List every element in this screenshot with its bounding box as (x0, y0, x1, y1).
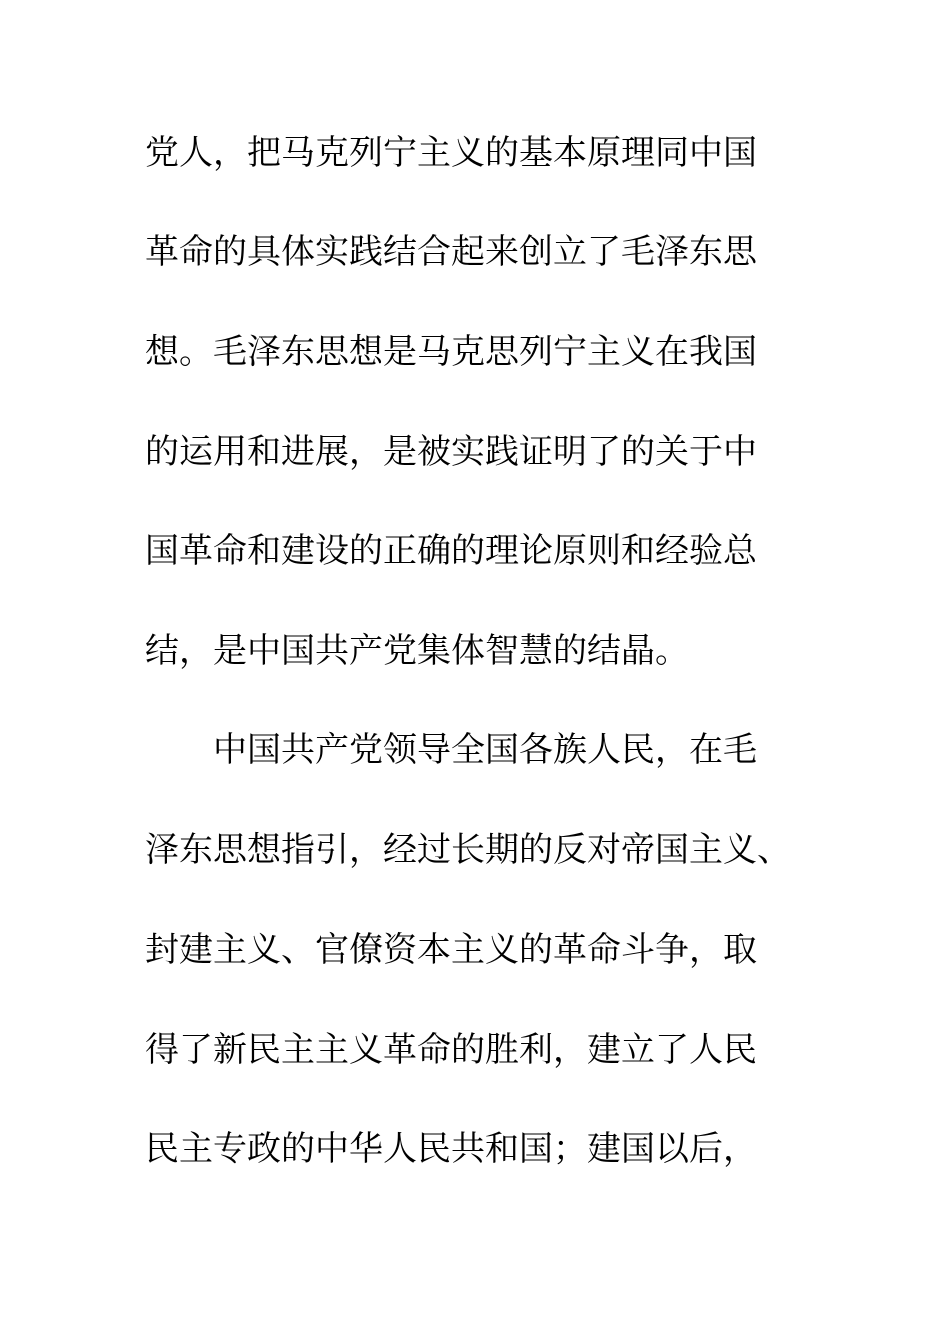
text-line: 的运用和进展，是被实践证明了的关于中 (145, 432, 757, 472)
text-line: 结，是中国共产党集体智慧的结晶。 (145, 631, 689, 671)
text-line: 泽东思想指引，经过长期的反对帝国主义、 (145, 830, 791, 870)
text-line: 封建主义、官僚资本主义的革命斗争，取 (145, 930, 757, 970)
text-line: 革命的具体实践结合起来创立了毛泽东思 (145, 232, 757, 272)
text-line: 想。毛泽东思想是马克思列宁主义在我国 (145, 332, 757, 372)
text-line: 党人，把马克列宁主义的基本原理同中国 (145, 133, 757, 173)
text-line: 得了新民主主义革命的胜利，建立了人民 (145, 1030, 757, 1070)
text-line: 民主专政的中华人民共和国；建国以后， (145, 1129, 757, 1169)
text-line: 国革命和建设的正确的理论原则和经验总 (145, 531, 757, 571)
paragraph-start-line: 中国共产党领导全国各族人民，在毛 (213, 730, 757, 770)
